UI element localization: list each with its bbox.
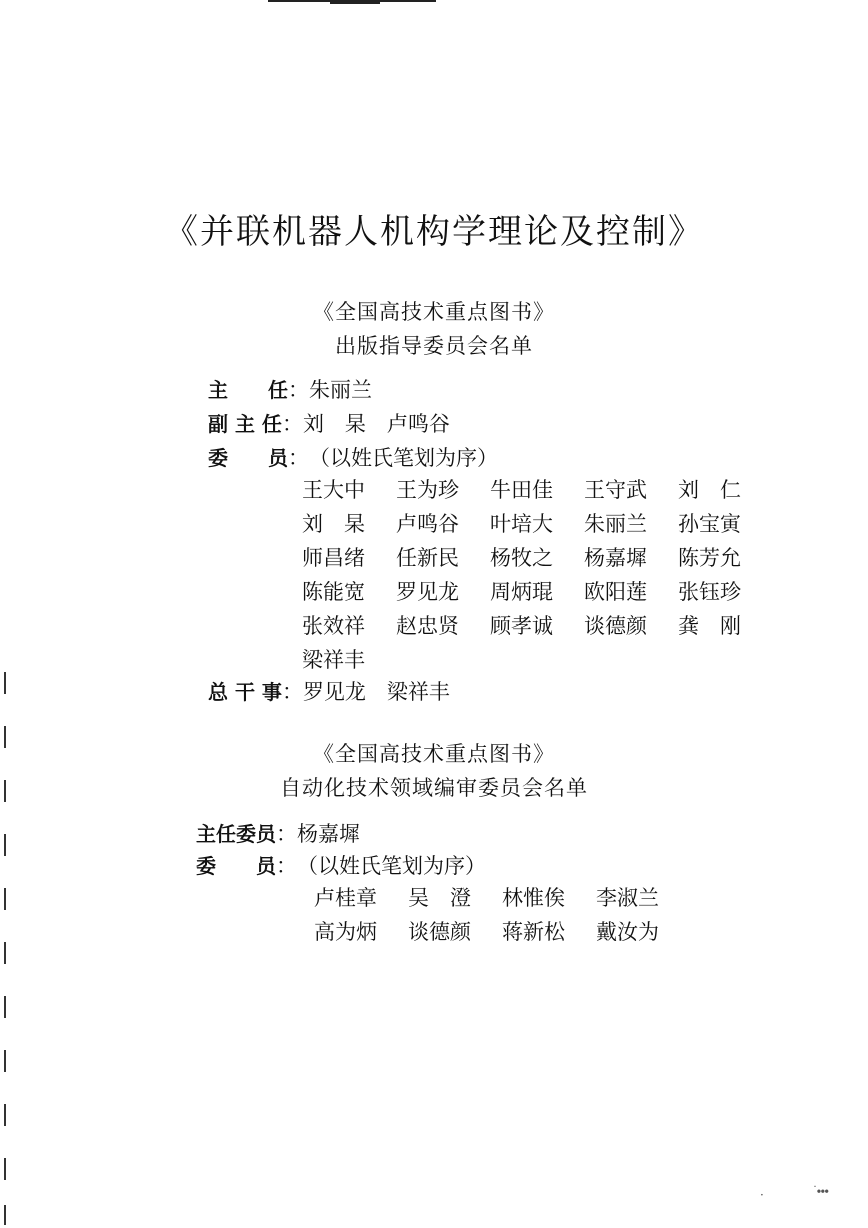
member-name: 王为珍 [396, 478, 459, 502]
member-name: 叶培大 [490, 512, 553, 536]
member-name: 卢鸣谷 [396, 512, 459, 536]
member-name: 牛田佳 [490, 478, 553, 502]
section2-members-grid [314, 882, 694, 962]
member-name: 梁祥丰 [302, 648, 365, 672]
section2-chair-label: 主任委员 [196, 822, 276, 846]
scan-artifact-top-bold [330, 0, 380, 4]
member-name: 高为炳 [314, 920, 377, 944]
member-name: 陈能宽 [302, 580, 365, 604]
section2-members-label: 委 员 [196, 854, 276, 878]
members-row: 委 员 ： （以姓氏笔划为序） [208, 442, 498, 472]
member-name: 欧阳莲 [584, 580, 647, 604]
section2-chair-row: 主任委员 ： 杨嘉墀 [196, 818, 360, 848]
section2-members-row: 委 员 ： （以姓氏笔划为序） [196, 850, 486, 880]
member-name: 王大中 [302, 478, 365, 502]
member-name: 赵忠贤 [396, 614, 459, 638]
vice-chair-row: 副 主 任 ： 刘 杲 卢鸣谷 [208, 408, 450, 438]
scan-noise: · [760, 1188, 764, 1202]
member-name: 李淑兰 [596, 886, 659, 910]
section1-heading-line2: 出版指导委员会名单 [335, 334, 533, 358]
edge-mark [4, 1050, 6, 1072]
vice-chair-value: 刘 杲 卢鸣谷 [302, 412, 450, 436]
edge-mark [4, 1158, 6, 1180]
section2-chair-value: 杨嘉墀 [297, 822, 360, 846]
section1-heading-line1: 《全国高技术重点图书》 [313, 300, 555, 324]
member-name: 谈德颜 [408, 920, 471, 944]
edge-mark [4, 834, 6, 856]
section2-heading-line1: 《全国高技术重点图书》 [313, 742, 555, 766]
member-name: 陈芳允 [678, 546, 741, 570]
edge-mark [4, 672, 6, 694]
edge-mark [4, 1205, 6, 1225]
member-name: 吴 澄 [408, 886, 471, 910]
edge-mark [4, 996, 6, 1018]
member-name: 谈德颜 [584, 614, 647, 638]
section1-members-grid [302, 474, 762, 674]
scan-noise: ˙∙∙∙ [812, 1184, 828, 1198]
member-name: 周炳琨 [490, 580, 553, 604]
member-name: 顾孝诚 [490, 614, 553, 638]
member-name: 龚 刚 [678, 614, 741, 638]
book-title: 《并联机器人机构学理论及控制》 [164, 212, 704, 252]
member-name: 刘 杲 [302, 512, 365, 536]
member-name: 罗见龙 [396, 580, 459, 604]
secretary-value: 罗见龙 梁祥丰 [302, 680, 450, 704]
vice-chair-label: 副 主 任 [208, 412, 282, 436]
member-name: 王守武 [584, 478, 647, 502]
members-label: 委 员 [208, 446, 288, 470]
member-name: 张钰珍 [678, 580, 741, 604]
members-note: （以姓氏笔划为序） [309, 446, 498, 470]
member-name: 刘 仁 [678, 478, 741, 502]
chair-row: 主 任 ： 朱丽兰 [208, 374, 372, 404]
edge-mark [4, 942, 6, 964]
section2-heading-line2: 自动化技术领域编审委员会名单 [280, 776, 588, 800]
section2-members-note: （以姓氏笔划为序） [297, 854, 486, 878]
secretary-row: 总 干 事 ： 罗见龙 梁祥丰 [208, 676, 450, 706]
member-name: 张效祥 [302, 614, 365, 638]
chair-label: 主 任 [208, 378, 288, 402]
member-name: 杨嘉墀 [584, 546, 647, 570]
member-name: 戴汝为 [596, 920, 659, 944]
member-name: 蒋新松 [502, 920, 565, 944]
member-name: 林惟俟 [502, 886, 565, 910]
member-name: 任新民 [396, 546, 459, 570]
chair-value: 朱丽兰 [309, 378, 372, 402]
secretary-label: 总 干 事 [208, 680, 282, 704]
member-name: 朱丽兰 [584, 512, 647, 536]
member-name: 师昌绪 [302, 546, 365, 570]
member-name: 孙宝寅 [678, 512, 741, 536]
member-name: 杨牧之 [490, 546, 553, 570]
member-name: 卢桂章 [314, 886, 377, 910]
edge-mark [4, 888, 6, 910]
edge-mark [4, 1104, 6, 1126]
